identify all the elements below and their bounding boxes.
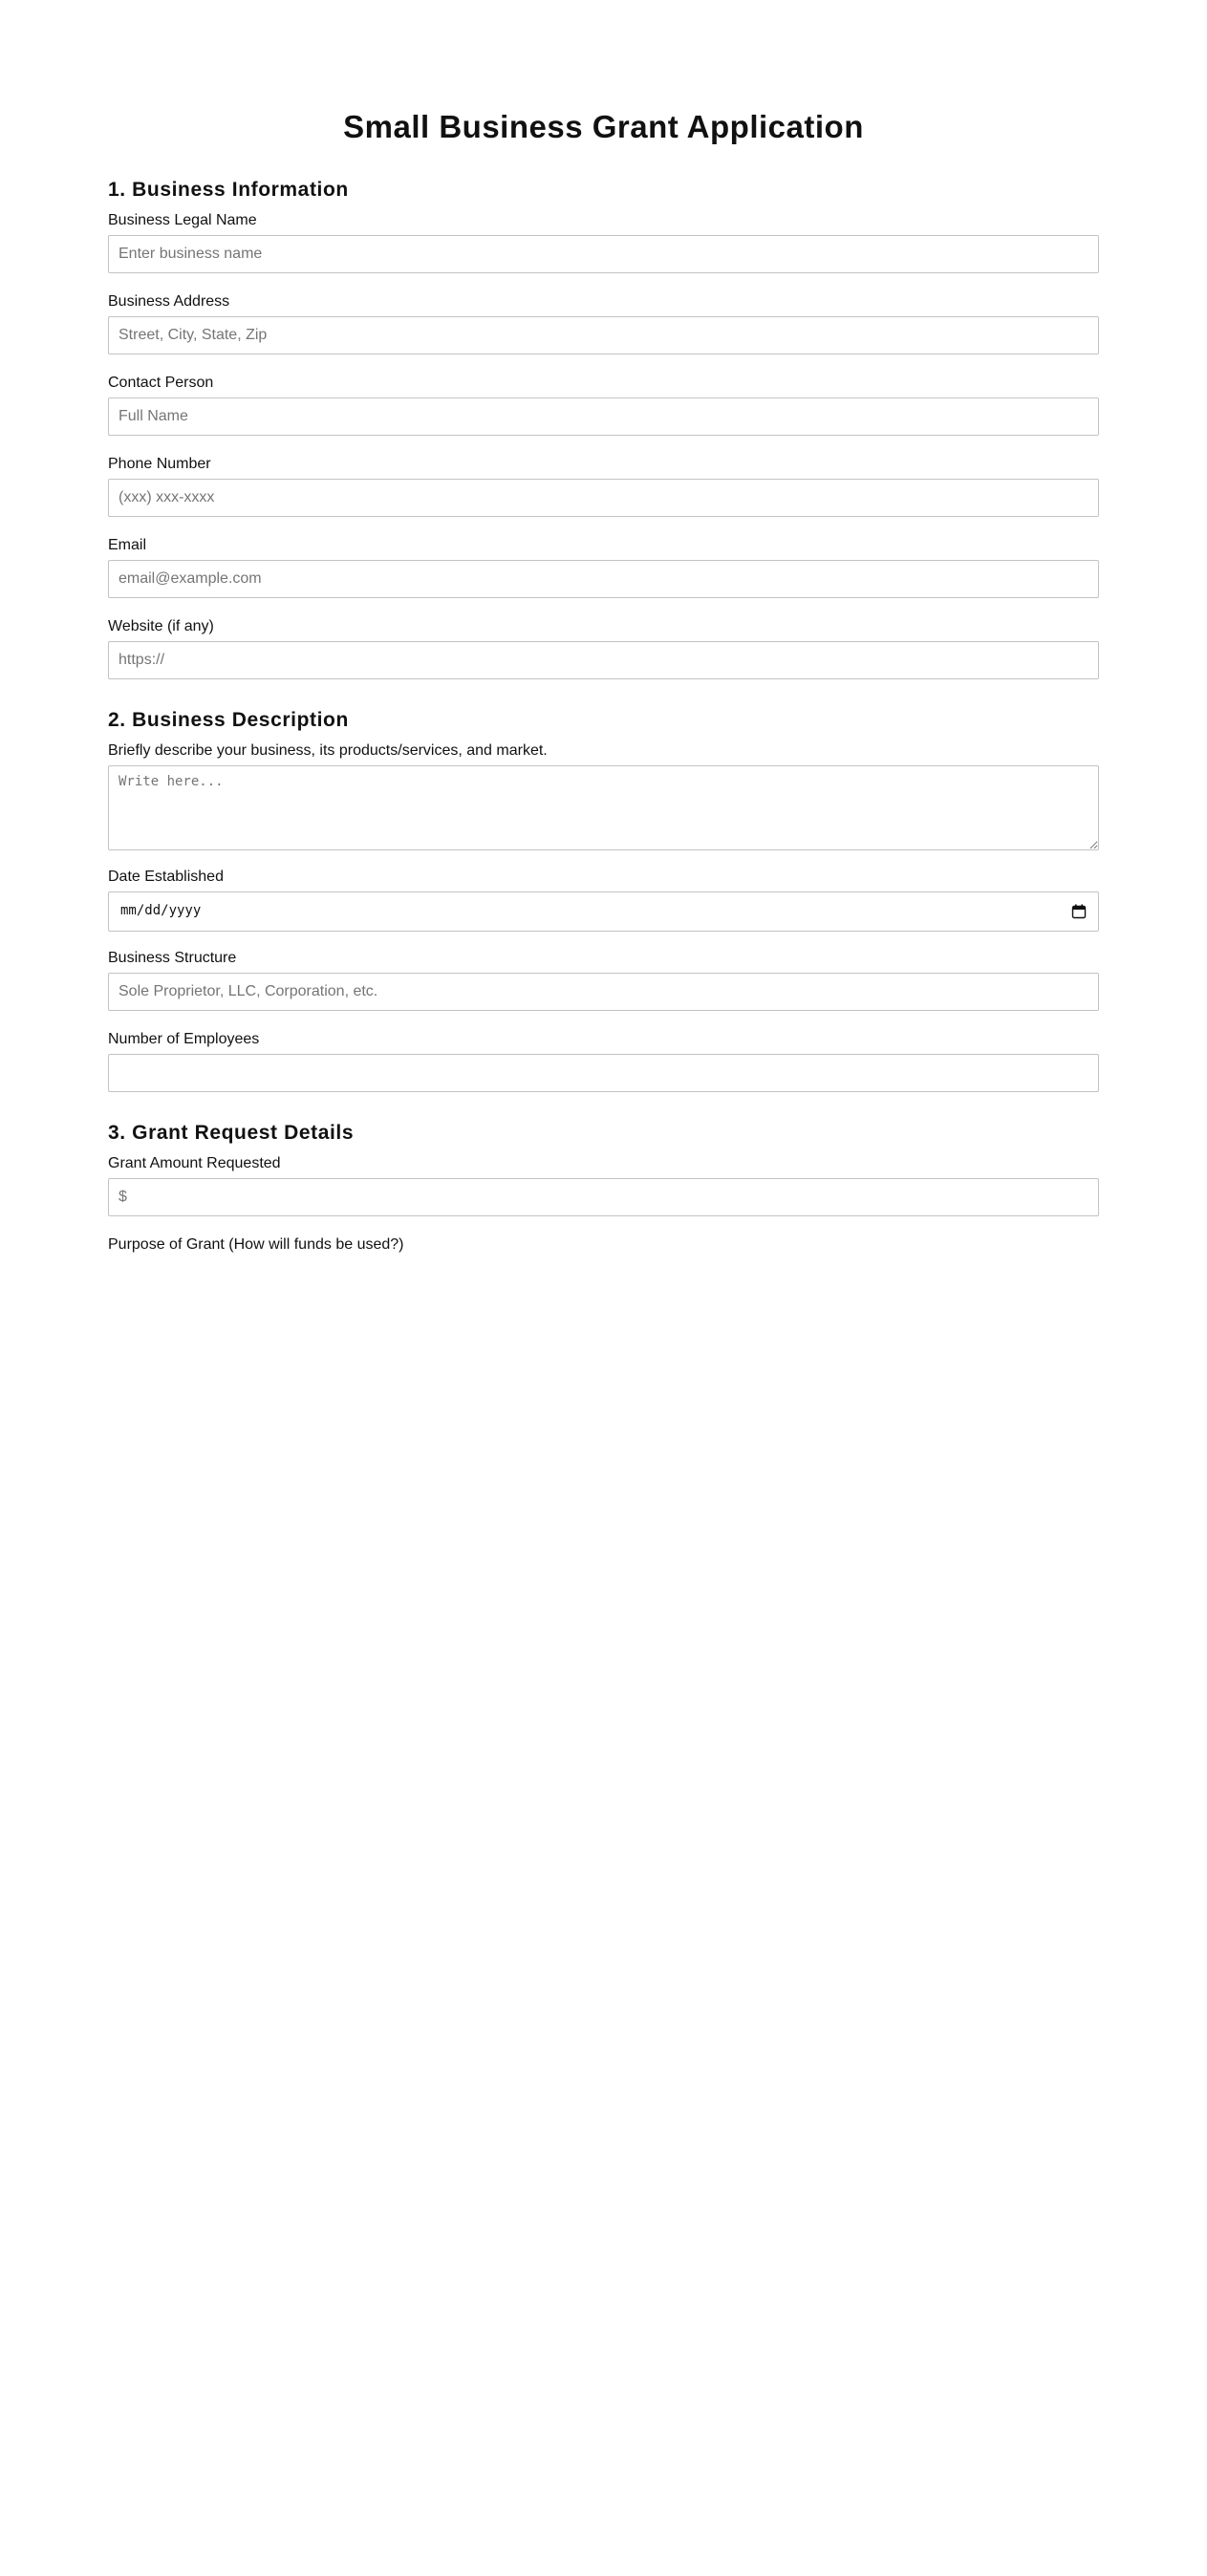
number-of-employees-input[interactable]	[108, 1054, 1099, 1092]
grant-application-form	[108, 0, 1099, 1255]
date-established-input[interactable]	[108, 891, 1099, 932]
contact-person-label: Contact Person	[108, 375, 214, 391]
page-title: Small Business Grant Application	[343, 109, 864, 144]
business-address-input[interactable]	[108, 316, 1099, 354]
number-of-employees-label: Number of Employees	[108, 1031, 260, 1047]
date-established-label: Date Established	[108, 869, 224, 885]
grant-amount-label: Grant Amount Requested	[108, 1155, 281, 1171]
email-input[interactable]	[108, 560, 1099, 598]
grant-purpose-label: Purpose of Grant (How will funds be used?)	[108, 1236, 404, 1253]
calendar-icon[interactable]	[1071, 904, 1087, 919]
business-description-textarea[interactable]	[108, 765, 1099, 850]
business-structure-label: Business Structure	[108, 950, 237, 966]
grant-amount-input[interactable]	[108, 1178, 1099, 1216]
business-structure-input[interactable]	[108, 973, 1099, 1011]
website-input[interactable]	[108, 641, 1099, 679]
contact-person-input[interactable]	[108, 397, 1099, 436]
section-heading-grant-request-details: 3. Grant Request Details	[108, 1122, 355, 1144]
email-label: Email	[108, 537, 147, 553]
business-legal-name-input[interactable]	[108, 235, 1099, 273]
phone-number-input[interactable]	[108, 479, 1099, 517]
website-label: Website (if any)	[108, 618, 214, 634]
section-heading-business-information: 1. Business Information	[108, 179, 349, 201]
business-description-label: Briefly describe your business, its products/services, and market.	[108, 742, 548, 759]
business-address-label: Business Address	[108, 293, 230, 310]
business-legal-name-label: Business Legal Name	[108, 212, 257, 228]
phone-number-label: Phone Number	[108, 456, 211, 472]
section-heading-business-description: 2. Business Description	[108, 709, 349, 731]
date-established-placeholder: mm/dd/yyyy	[120, 903, 202, 918]
